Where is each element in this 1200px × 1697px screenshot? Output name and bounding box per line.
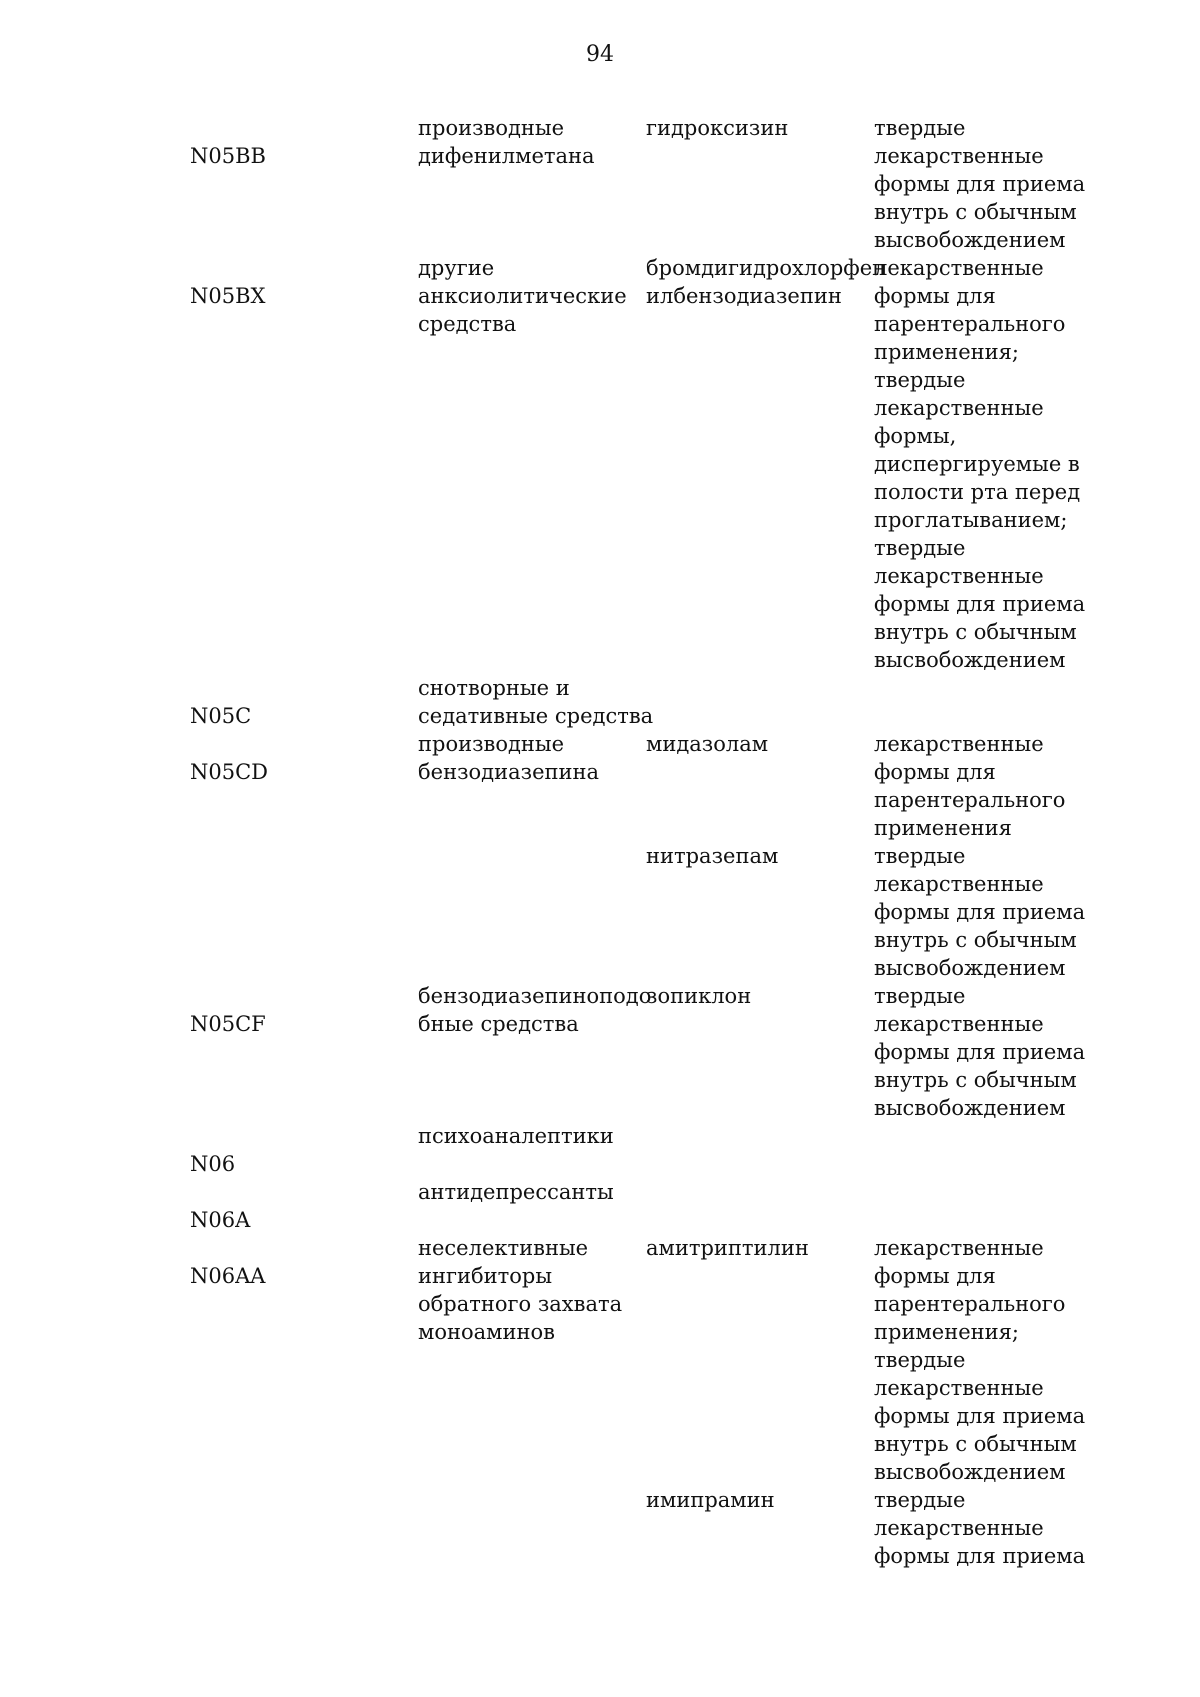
atc-code: N05CD [190,760,269,784]
atc-code: N05CF [190,1012,266,1036]
dosage-form-line: формы для приема [874,1404,1086,1428]
dosage-form-line: высвобождением [874,956,1066,980]
dosage-form-line: высвобождением [874,228,1066,252]
dosage-form-line: твердые [874,368,966,392]
drug-name-line: имипрамин [646,1488,775,1512]
dosage-form-line: лекарственные [874,564,1044,588]
group-name-line: бензодиазепиноподо [418,984,652,1008]
group-name-line: обратного захвата [418,1292,623,1316]
group-name-line: средства [418,312,517,336]
dosage-form-line: формы, [874,424,957,448]
group-name-line: антидепрессанты [418,1180,614,1204]
dosage-form-line: применения; [874,340,1019,364]
dosage-form-line: твердые [874,984,966,1008]
dosage-form-line: твердые [874,1348,966,1372]
dosage-form-line: лекарственные [874,144,1044,168]
dosage-form-line: высвобождением [874,1460,1066,1484]
dosage-form-line: лекарственные [874,1516,1044,1540]
dosage-form-line: парентерального [874,1292,1066,1316]
dosage-form-line: формы для приема [874,900,1086,924]
dosage-form-line: формы для [874,760,996,784]
group-name-line: неселективные [418,1236,589,1260]
atc-code: N05BB [190,144,266,168]
group-name-line: ингибиторы [418,1264,553,1288]
atc-code: N05BX [190,284,266,308]
dosage-form-line: применения; [874,1320,1019,1344]
atc-code: N06A [190,1208,251,1232]
group-name-line: психоаналептики [418,1124,614,1148]
dosage-form-line: формы для приема [874,1544,1086,1568]
group-name-line: бензодиазепина [418,760,600,784]
drug-name-line: гидроксизин [646,116,789,140]
drug-name-line: илбензодиазепин [646,284,842,308]
atc-code: N06 [190,1152,236,1176]
dosage-form-line: внутрь с обычным [874,620,1077,644]
dosage-form-line: формы для приема [874,1040,1086,1064]
dosage-form-line: внутрь с обычным [874,1432,1077,1456]
dosage-form-line: высвобождением [874,648,1066,672]
group-name-line: седативные средства [418,704,654,728]
dosage-form-line: твердые [874,844,966,868]
dosage-form-line: твердые [874,536,966,560]
dosage-form-line: внутрь с обычным [874,200,1077,224]
dosage-form-line: парентерального [874,312,1066,336]
drug-name-line: зопиклон [646,984,752,1008]
atc-code: N06AA [190,1264,266,1288]
dosage-form-line: применения [874,816,1012,840]
group-name-line: анксиолитические [418,284,627,308]
group-name-line: производные [418,116,565,140]
dosage-form-line: твердые [874,1488,966,1512]
dosage-form-line: парентерального [874,788,1066,812]
drug-name-line: амитриптилин [646,1236,809,1260]
group-name-line: снотворные и [418,676,570,700]
dosage-form-line: лекарственные [874,1012,1044,1036]
dosage-form-line: лекарственные [874,872,1044,896]
dosage-form-line: лекарственные [874,1376,1044,1400]
dosage-form-line: твердые [874,116,966,140]
group-name-line: бные средства [418,1012,579,1036]
drug-name-line: мидазолам [646,732,769,756]
group-name-line: производные [418,732,565,756]
group-name-line: моноаминов [418,1320,555,1344]
dosage-form-line: диспергируемые в [874,452,1080,476]
dosage-form-line: формы для [874,284,996,308]
dosage-form-line: формы для приема [874,592,1086,616]
atc-code: N05C [190,704,252,728]
dosage-form-line: проглатыванием; [874,508,1068,532]
dosage-form-line: лекарственные [874,396,1044,420]
dosage-form-line: лекарственные [874,1236,1044,1260]
dosage-form-line: лекарственные [874,256,1044,280]
dosage-form-line: формы для приема [874,172,1086,196]
group-name-line: другие [418,256,495,280]
dosage-form-line: лекарственные [874,732,1044,756]
drug-name-line: нитразепам [646,844,779,868]
group-name-line: дифенилметана [418,144,595,168]
page-number: 94 [586,42,614,67]
dosage-form-line: формы для [874,1264,996,1288]
drug-name-line: бромдигидрохлорфен [646,256,887,280]
dosage-form-line: полости рта перед [874,480,1081,504]
dosage-form-line: высвобождением [874,1096,1066,1120]
dosage-form-line: внутрь с обычным [874,928,1077,952]
dosage-form-line: внутрь с обычным [874,1068,1077,1092]
